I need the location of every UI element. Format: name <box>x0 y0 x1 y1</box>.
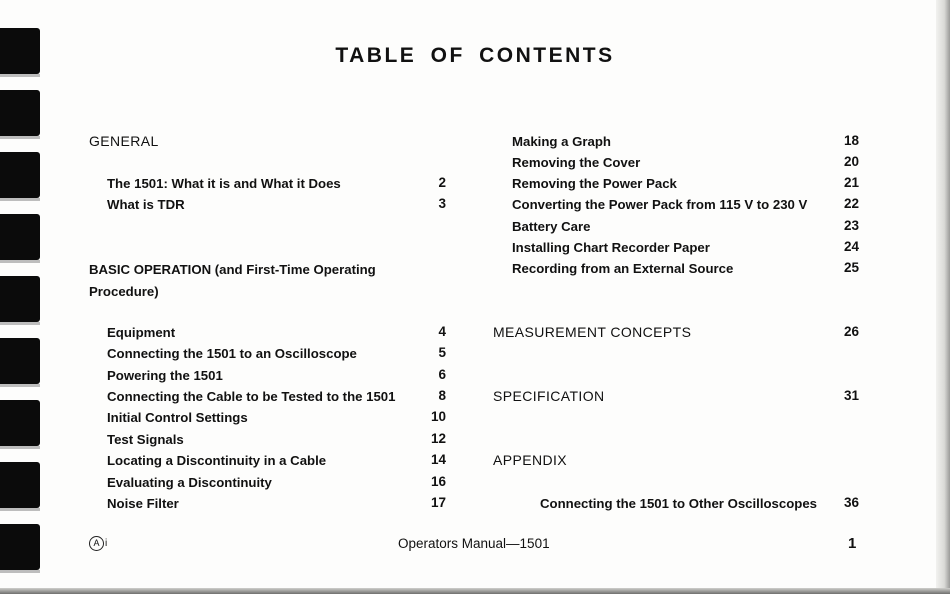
toc-entry[interactable]: Battery Care <box>512 219 591 234</box>
publisher-logo <box>89 536 107 551</box>
toc-entry[interactable]: Installing Chart Recorder Paper <box>512 240 710 255</box>
toc-page-number: 31 <box>843 388 859 403</box>
toc-entry[interactable]: Removing the Cover <box>512 155 641 170</box>
toc-page-number: 2 <box>438 175 446 190</box>
section-heading-specification[interactable]: SPECIFICATION <box>493 388 605 404</box>
toc-page-number: 23 <box>843 218 859 233</box>
binding-hole <box>0 400 40 446</box>
binding-hole <box>0 276 40 322</box>
toc-entry[interactable]: Removing the Power Pack <box>512 176 677 191</box>
page-edge-bottom <box>0 588 950 594</box>
toc-page-number: 3 <box>438 196 446 211</box>
toc-page-number: 18 <box>843 133 859 148</box>
toc-page-number: 4 <box>438 324 446 339</box>
binding-hole <box>0 90 40 136</box>
toc-entry[interactable]: What is TDR <box>107 197 185 212</box>
binding-hole <box>0 152 40 198</box>
toc-entry[interactable]: Noise Filter <box>107 496 179 511</box>
toc-page-number: 5 <box>438 345 446 360</box>
toc-entry[interactable]: The 1501: What it is and What it Does <box>107 176 341 191</box>
page-title: TABLE OF CONTENTS <box>335 44 615 67</box>
toc-entry[interactable]: Evaluating a Discontinuity <box>107 475 272 490</box>
logo-mark: i <box>105 538 108 549</box>
toc-entry[interactable]: Locating a Discontinuity in a Cable <box>107 453 327 468</box>
toc-page-number: 16 <box>430 474 446 489</box>
toc-page-number: 22 <box>843 196 859 211</box>
toc-page-number: 24 <box>843 239 859 254</box>
toc-page-number: 12 <box>430 431 446 446</box>
footer-page-number: 1 <box>848 535 857 552</box>
section-heading-measurement-concepts[interactable]: MEASUREMENT CONCEPTS <box>493 324 692 340</box>
toc-entry[interactable]: Connecting the 1501 to Other Oscilloscopes <box>540 496 818 511</box>
toc-entry[interactable]: Connecting the 1501 to an Oscilloscope <box>107 346 357 361</box>
toc-page-number: 17 <box>430 495 446 510</box>
toc-entry[interactable]: Test Signals <box>107 432 184 447</box>
toc-page-number: 6 <box>438 367 446 382</box>
binding-hole <box>0 338 40 384</box>
binding-hole <box>0 524 40 570</box>
footer-manual-title: Operators Manual—1501 <box>398 536 550 551</box>
section-heading-basic-operation: BASIC OPERATION (and First-Time Operating <box>89 262 376 277</box>
section-heading-general: GENERAL <box>89 133 159 149</box>
toc-page-number: 20 <box>843 154 859 169</box>
toc-entry[interactable]: Equipment <box>107 325 176 340</box>
toc-page-number: 8 <box>438 388 446 403</box>
toc-page-number: 10 <box>430 409 446 424</box>
logo-circle-letter: A <box>89 536 104 551</box>
section-heading-appendix: APPENDIX <box>493 452 567 468</box>
toc-page-number: 25 <box>843 260 859 275</box>
toc-entry[interactable]: Connecting the Cable to be Tested to the 1501 <box>107 389 396 404</box>
binding-hole <box>0 462 40 508</box>
toc-entry[interactable]: Converting the Power Pack from 115 V to 230 V <box>512 197 808 212</box>
toc-entry[interactable]: Recording from an External Source <box>512 261 734 276</box>
binding-holes <box>0 0 46 594</box>
toc-entry[interactable]: Initial Control Settings <box>107 410 248 425</box>
toc-page-number: 26 <box>843 324 859 339</box>
toc-page-number: 21 <box>843 175 859 190</box>
section-heading-basic-operation-cont: Procedure) <box>89 284 159 299</box>
toc-page-number: 14 <box>430 452 446 467</box>
toc-entry[interactable]: Making a Graph <box>512 134 611 149</box>
toc-page-number: 36 <box>843 495 859 510</box>
toc-entry[interactable]: Powering the 1501 <box>107 368 223 383</box>
binding-hole <box>0 214 40 260</box>
page-edge-right <box>936 0 950 594</box>
